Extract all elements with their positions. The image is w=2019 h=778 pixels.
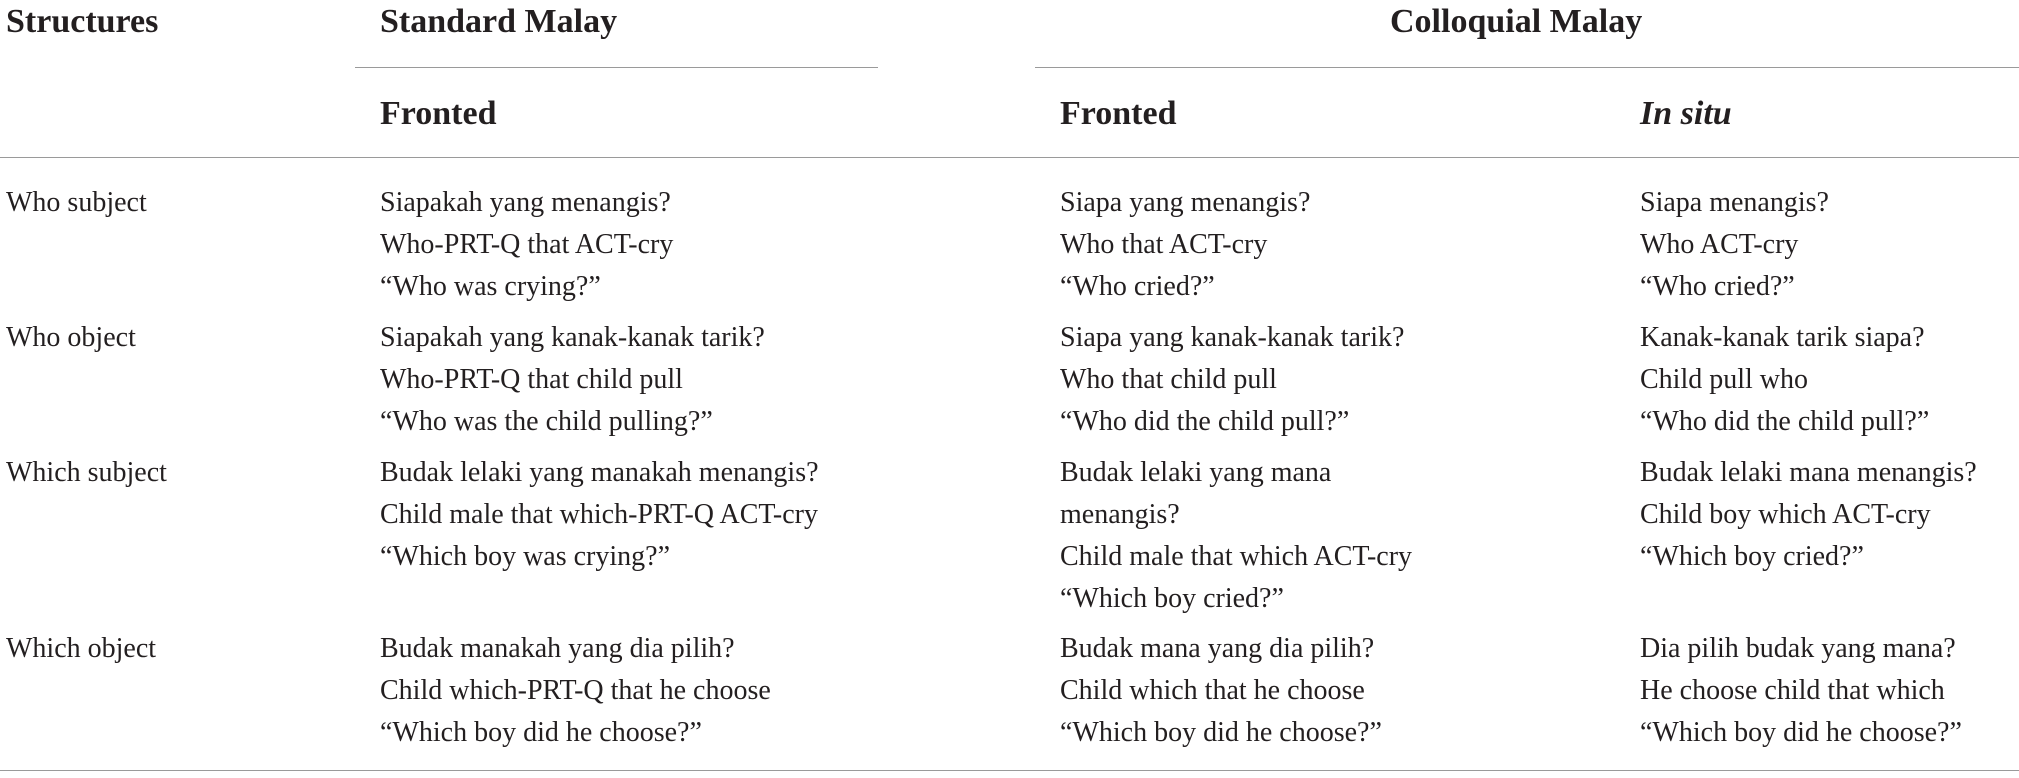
malay-sentence: Siapakah yang menangis? — [380, 187, 671, 218]
colloquial-fronted-cell — [1060, 182, 1310, 308]
malay-sentence: Kanak-kanak tarik siapa? — [1640, 322, 1925, 353]
row-label: Which object — [6, 633, 157, 664]
gloss: Who that child pull — [1060, 364, 1277, 395]
translation: “Which boy did he choose?” — [1640, 717, 1962, 748]
malay-sentence: Siapakah yang kanak-kanak tarik? — [380, 322, 765, 353]
header-colloquial-fronted: Fronted — [1060, 95, 1177, 132]
gloss: Who ACT-cry — [1640, 229, 1799, 260]
row-label: Who subject — [6, 187, 147, 218]
header-standard-fronted: Fronted — [380, 95, 497, 132]
colloquial-in-situ-cell — [1640, 628, 1962, 754]
gloss: Child pull who — [1640, 364, 1809, 395]
colloquial-fronted-cell — [1060, 452, 1412, 620]
malay-sentence-continued: menangis? — [1060, 499, 1180, 530]
translation: “Who did the child pull?” — [1060, 406, 1350, 437]
malay-sentence: Budak lelaki yang manakah menangis? — [380, 457, 819, 488]
translation: “Which boy did he choose?” — [380, 717, 702, 748]
translation: “Which boy cried?” — [1060, 583, 1284, 614]
colloquial-fronted-cell — [1060, 317, 1404, 443]
colloquial-in-situ-cell — [1640, 182, 1829, 308]
translation: “Who did the child pull?” — [1640, 406, 1930, 437]
gloss: Child which-PRT-Q that he choose — [380, 675, 771, 706]
gloss: Child boy which ACT-cry — [1640, 499, 1931, 530]
malay-sentence: Siapa yang kanak-kanak tarik? — [1060, 322, 1405, 353]
malay-sentence: Siapa menangis? — [1640, 187, 1829, 218]
header-structures: Structures — [6, 3, 159, 40]
malay-sentence: Siapa yang menangis? — [1060, 187, 1311, 218]
translation: “Which boy cried?” — [1640, 541, 1864, 572]
row-label: Who object — [6, 322, 136, 353]
table-bottom-rule — [0, 770, 2019, 771]
colloquial-in-situ-cell — [1640, 317, 1929, 443]
gloss: Who-PRT-Q that ACT-cry — [380, 229, 674, 260]
colloquial-fronted-cell — [1060, 628, 1382, 754]
header-standard-malay: Standard Malay — [380, 3, 618, 40]
gloss: Child male that which ACT-cry — [1060, 541, 1413, 572]
translation: “Which boy did he choose?” — [1060, 717, 1382, 748]
malay-sentence: Budak mana yang dia pilih? — [1060, 633, 1375, 664]
malay-sentence: Budak lelaki yang mana — [1060, 457, 1332, 488]
gloss: Who-PRT-Q that child pull — [380, 364, 683, 395]
header-colloquial-in-situ: In situ — [1640, 95, 1732, 132]
colloquial-malay-rule — [1035, 67, 2019, 68]
standard-fronted-cell — [380, 628, 771, 754]
standard-fronted-cell — [380, 182, 673, 308]
header-bottom-rule — [0, 157, 2019, 158]
malay-sentence: Budak manakah yang dia pilih? — [380, 633, 735, 664]
translation: “Who cried?” — [1060, 271, 1215, 302]
gloss: Child male that which-PRT-Q ACT-cry — [380, 499, 818, 530]
translation: “Who was crying?” — [380, 271, 601, 302]
gloss: Child which that he choose — [1060, 675, 1365, 706]
standard-fronted-cell — [380, 317, 765, 443]
standard-fronted-cell — [380, 452, 819, 578]
translation: “Who cried?” — [1640, 271, 1795, 302]
translation: “Which boy was crying?” — [380, 541, 670, 572]
header-colloquial-malay: Colloquial Malay — [1390, 3, 1643, 40]
colloquial-in-situ-cell — [1640, 452, 1977, 578]
gloss: He choose child that which — [1640, 675, 1945, 706]
translation: “Who was the child pulling?” — [380, 406, 713, 437]
gloss: Who that ACT-cry — [1060, 229, 1268, 260]
malay-sentence: Budak lelaki mana menangis? — [1640, 457, 1977, 488]
malay-sentence: Dia pilih budak yang mana? — [1640, 633, 1956, 664]
row-label: Which subject — [6, 457, 167, 488]
standard-malay-rule — [355, 67, 878, 68]
